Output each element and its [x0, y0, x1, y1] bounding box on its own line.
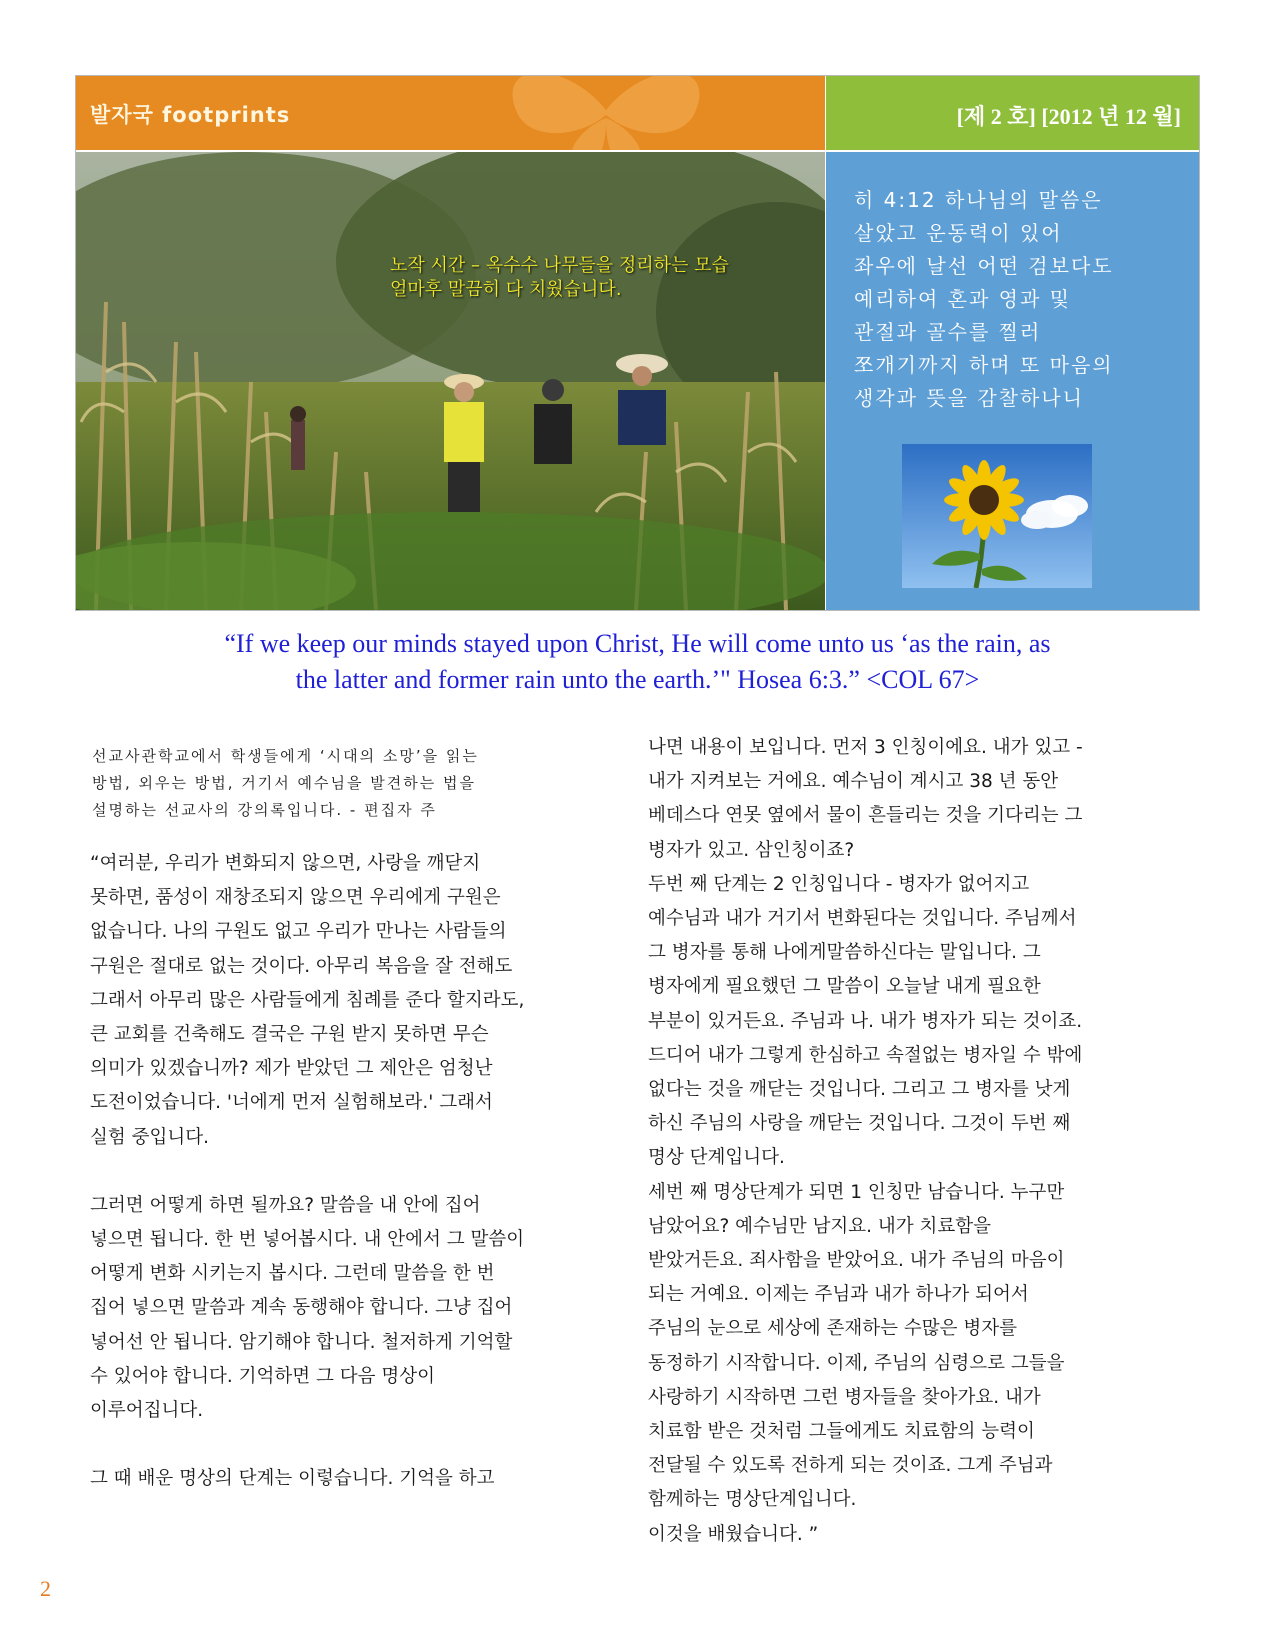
text-line: 명상 단계입니다.	[648, 1147, 785, 1169]
text-line: 베데스다 연못 옆에서 물이 흔들리는 것을 기다리는 그	[648, 805, 1083, 827]
verse-line: 관절과 골수를 찔러	[854, 320, 1042, 344]
text-line: 남았어요? 예수님만 남지요. 내가 치료함을	[648, 1215, 992, 1237]
text-line: 도전이었습니다. '너에게 먼저 실험해보라.' 그래서	[90, 1092, 493, 1114]
text-line: 받았거든요. 죄사함을 받았어요. 내가 주님의 마음이	[648, 1250, 1065, 1272]
text-line: 병자가 있고. 삼인칭이죠?	[648, 839, 855, 861]
text-line: 내가 지켜보는 거에요. 예수님이 계시고 38 년 동안	[648, 771, 1059, 793]
text-line: 그러면 어떻게 하면 될까요? 말씀을 내 안에 집어	[90, 1194, 481, 1216]
verse-line: 살았고 운동력이 있어	[854, 221, 1063, 245]
text-line: 수 있어야 합니다. 기억하면 그 다음 명상이	[90, 1365, 435, 1387]
text-line: 세번 째 명상단계가 되면 1 인칭만 남습니다. 누구만	[648, 1181, 1065, 1203]
cornfield-illustration	[76, 152, 825, 610]
text-line: 의미가 있겠습니까? 제가 받았던 그 제안은 엄청난	[90, 1058, 493, 1080]
text-line: 그 병자를 통해 나에게말씀하신다는 말입니다. 그	[648, 942, 1041, 964]
photo-caption-line: 노작 시간 – 옥수수 나무들을 정리하는 모습	[390, 255, 729, 276]
text-line: 구원은 절대로 없는 것이다. 아무리 복음을 잘 전해도	[90, 955, 513, 977]
text-line: 드디어 내가 그렇게 한심하고 속절없는 병자일 수 밖에	[648, 1044, 1083, 1066]
text-line: 두번 째 단계는 2 인칭입니다 - 병자가 없어지고	[648, 873, 1030, 895]
cornfield-photo	[76, 152, 825, 610]
photo-caption	[390, 254, 729, 302]
text-line: 넣으면 됩니다. 한 번 넣어봅시다. 내 안에서 그 말씀이	[90, 1229, 525, 1251]
text-line: 나면 내용이 보입니다. 먼저 3 인칭이에요. 내가 있고 -	[648, 737, 1083, 758]
text-line: 치료함 받은 것처럼 그들에게도 치료함의 능력이	[648, 1421, 1035, 1443]
editor-note-line: 설명하는 선교사의 강의록입니다. - 편집자 주	[92, 801, 437, 819]
page-number: 2	[40, 1576, 51, 1601]
text-line: 못하면, 품성이 재창조되지 않으면 우리에게 구원은	[90, 887, 501, 909]
photo-caption-line: 얼마후 말끔히 다 치웠습니다.	[390, 279, 622, 300]
verse-line: 히 4:12 하나님의 말씀은	[854, 188, 1103, 212]
text-line: 되는 거예요. 이제는 주님과 내가 하나가 되어서	[648, 1284, 1029, 1306]
sunflower-illustration	[902, 444, 1092, 588]
text-line: 전달될 수 있도록 전하게 되는 것이죠. 그게 주님과	[648, 1455, 1053, 1477]
issue-bar	[826, 76, 1199, 150]
paragraph	[90, 1462, 630, 1496]
paragraph	[90, 847, 630, 1155]
text-line: 하신 주님의 사랑을 깨닫는 것입니다. 그것이 두번 째	[648, 1113, 1071, 1135]
quote-line: the latter and former rain unto the earth.’" Hosea 6:3.” <COL 67>	[295, 665, 980, 694]
editor-note-line: 선교사관학교에서 학생들에게 ‘시대의 소망’을 읽는	[92, 747, 479, 765]
verse-text	[854, 184, 1184, 415]
text-line: 없습니다. 나의 구원도 없고 우리가 만나는 사람들의	[90, 921, 507, 943]
text-line: 없다는 것을 깨닫는 것입니다. 그리고 그 병자를 낫게	[648, 1079, 1071, 1101]
sunflower-photo	[902, 444, 1092, 588]
text-line: 동정하기 시작합니다. 이제, 주님의 심령으로 그들을	[648, 1352, 1065, 1374]
masthead-title: 발자국 footprints	[90, 103, 291, 127]
masthead-bar	[76, 76, 826, 150]
text-line: 함께하는 명상단계입니다.	[648, 1489, 857, 1511]
scripture-quote	[90, 626, 1185, 698]
verse-line: 예리하여 혼과 영과 및	[854, 287, 1071, 311]
editor-note-line: 방법, 외우는 방법, 거기서 예수님을 발견하는 법을	[92, 774, 476, 792]
paragraph	[90, 1189, 630, 1428]
butterfly-icon	[456, 76, 756, 150]
article-column-right	[648, 731, 1188, 1552]
text-line: 집어 넣으면 말씀과 계속 동행해야 합니다. 그냥 집어	[90, 1297, 513, 1319]
quote-line: “If we keep our minds stayed upon Christ, He will come unto us ‘as the rain, as	[224, 629, 1051, 658]
verse-line: 쪼개기까지 하며 또 마음의	[854, 353, 1114, 377]
text-line: 실험 중입니다.	[90, 1126, 209, 1148]
text-line: “여러분, 우리가 변화되지 않으면, 사랑을 깨닫지	[90, 853, 481, 874]
text-line: 넣어선 안 됩니다. 암기해야 합니다. 철저하게 기억할	[90, 1331, 513, 1353]
text-line: 큰 교회를 건축해도 결국은 구원 받지 못하면 무슨	[90, 1024, 489, 1046]
text-line: 부분이 있거든요. 주님과 나. 내가 병자가 되는 것이죠.	[648, 1010, 1083, 1032]
text-line: 예수님과 내가 거기서 변화된다는 것입니다. 주님께서	[648, 908, 1077, 930]
text-line: 이것을 배웠습니다. ”	[648, 1523, 819, 1545]
banner	[75, 75, 1200, 611]
text-line: 그 때 배운 명상의 단계는 이렇습니다. 기억을 하고	[90, 1468, 495, 1490]
text-line: 주님의 눈으로 세상에 존재하는 수많은 병자를	[648, 1318, 1017, 1340]
text-line: 어떻게 변화 시키는지 봅시다. 그런데 말씀을 한 번	[90, 1263, 495, 1285]
verse-line: 좌우에 날선 어떤 검보다도	[854, 254, 1114, 278]
issue-info: [제 2 호] [2012 년 12 월]	[956, 104, 1181, 129]
article-column-left	[90, 847, 630, 1530]
text-line: 병자에게 필요했던 그 말씀이 오늘날 내게 필요한	[648, 976, 1041, 998]
verse-line: 생각과 뜻을 감찰하나니	[854, 386, 1084, 410]
text-line: 사랑하기 시작하면 그런 병자들을 찾아가요. 내가	[648, 1386, 1041, 1408]
text-line: 이루어집니다.	[90, 1400, 204, 1422]
text-line: 그래서 아무리 많은 사람들에게 침례를 준다 할지라도,	[90, 989, 525, 1011]
editor-note	[92, 743, 612, 824]
verse-panel	[826, 152, 1199, 610]
